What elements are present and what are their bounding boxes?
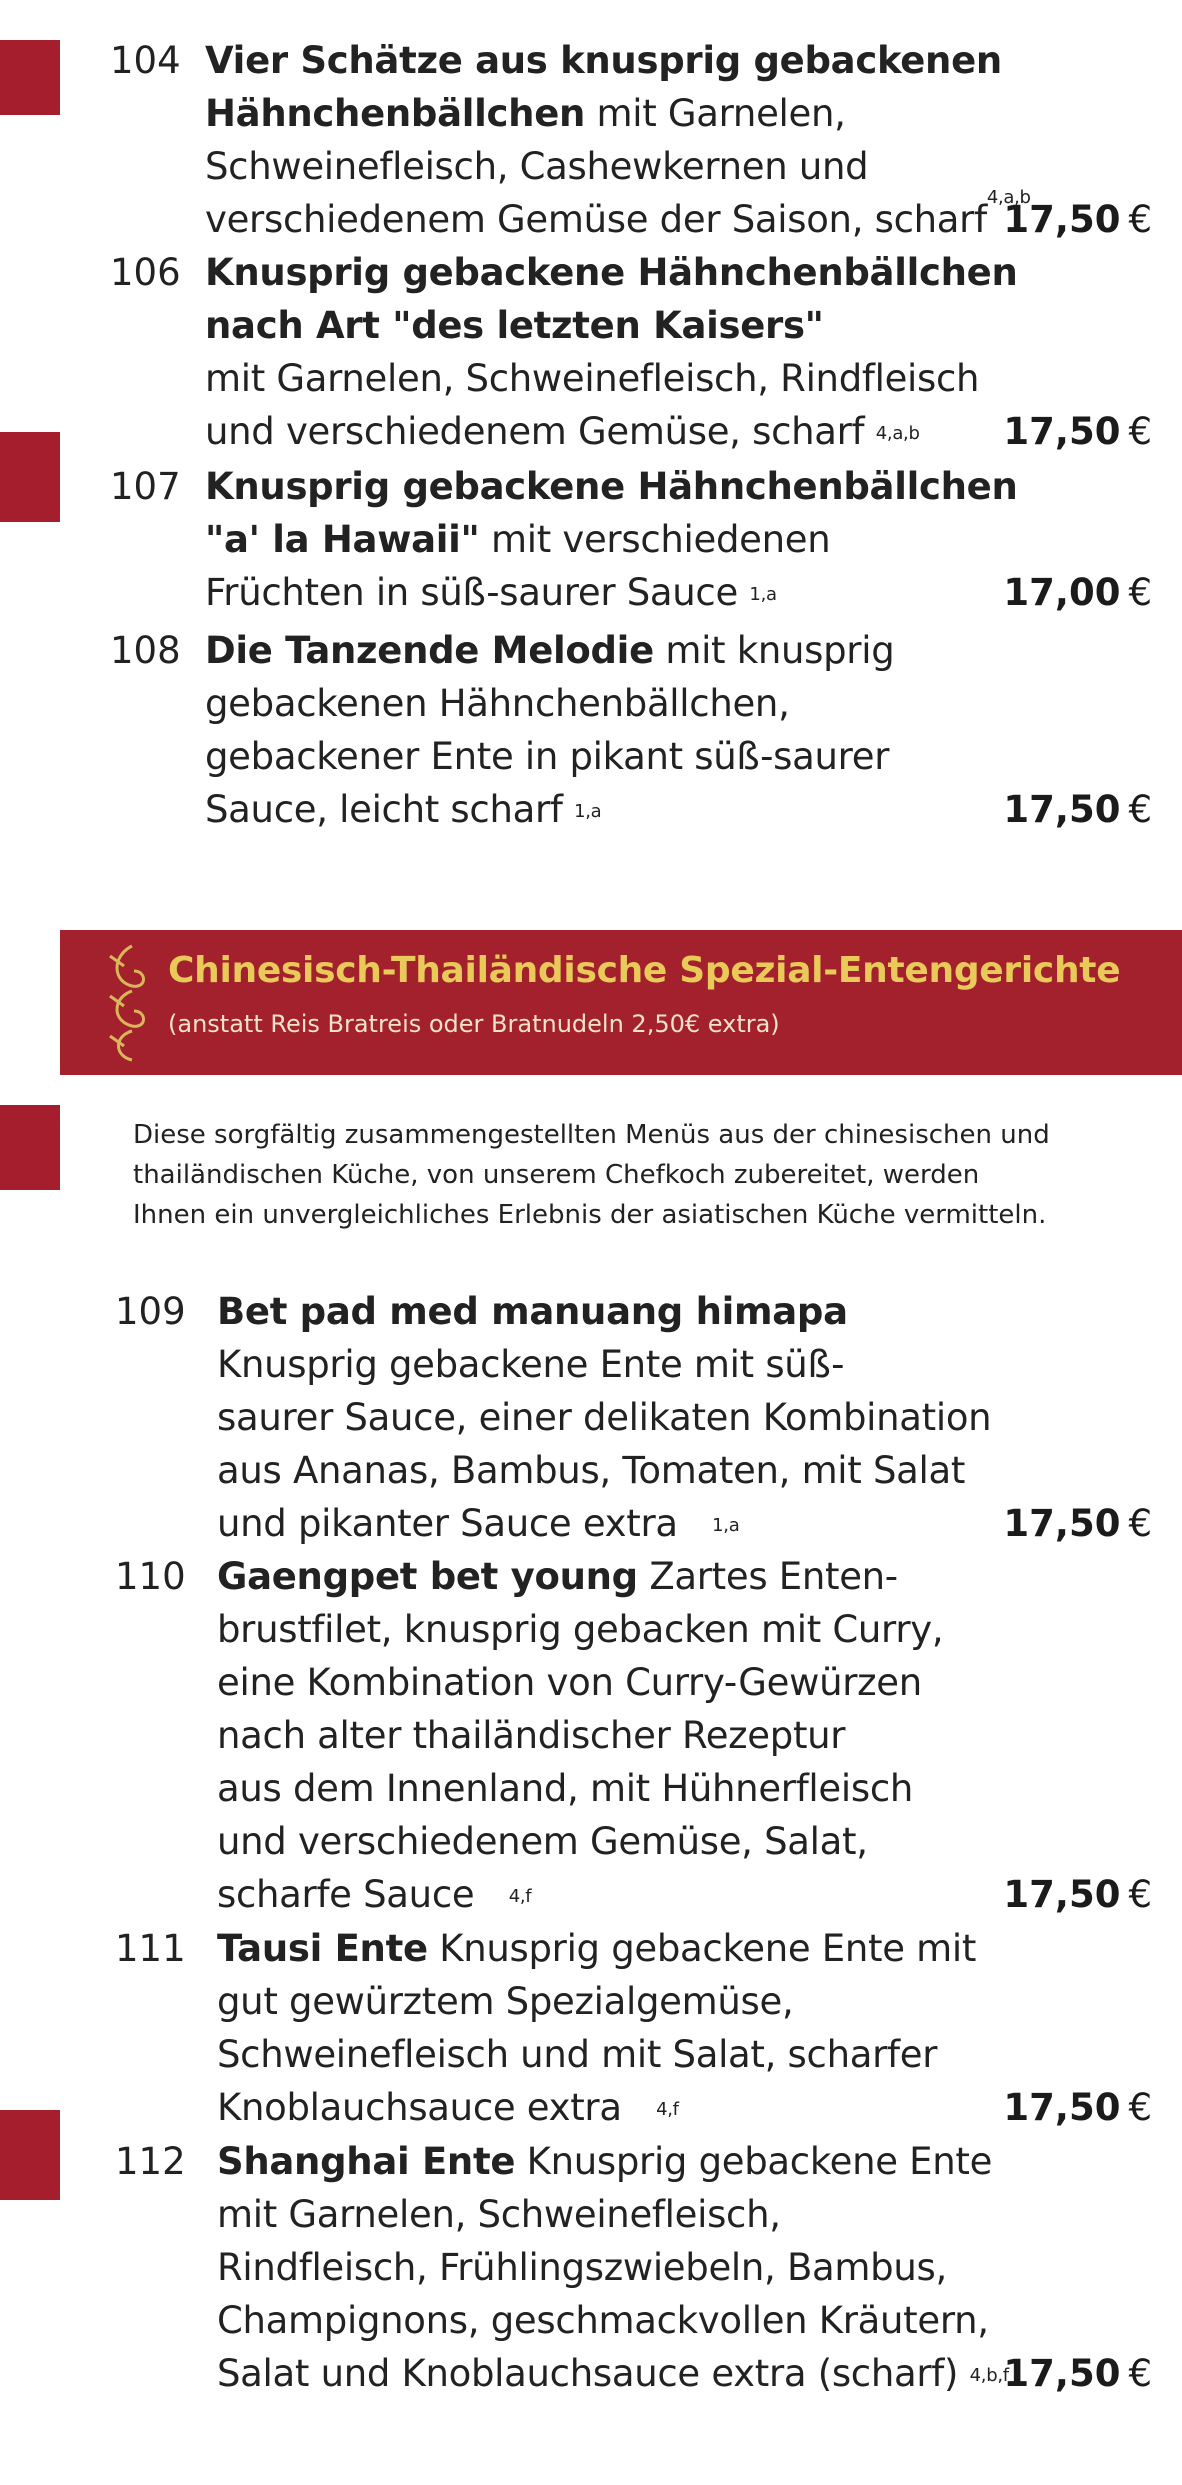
item-description: Bet pad med manuang himapa Knusprig gebackene Ente mit süß- saurer Sauce, einer delikaten Kombination aus Ananas, Bambus, Tomaten, mit Salat und pikanter Sauce extra $^{1,a}$	[217, 1290, 992, 1545]
item-description: Gaengpet bet young Zartes Enten- brustfilet, knusprig gebacken mit Curry, eine Kombination von Curry-Gewürzen nach alter thailändischer Rezeptur aus dem Innenland, mit Hühnerfleisch und verschiedenem Gemüse, Salat, scharfe Sauce $^{4,f}$	[217, 1555, 944, 1916]
allergen-codes: 1,a	[712, 1515, 740, 1536]
item-number: 108	[110, 629, 181, 672]
allergen-codes: 4,b,f	[969, 2365, 1009, 2386]
edge-tab-3	[0, 1105, 60, 1190]
item-description: Die Tanzende Melodie mit knusprig gebackenen Hähnchenbällchen, gebackener Ente in pikant süß-saurer Sauce, leicht scharf $^{1,a}$	[205, 629, 895, 831]
allergen-codes: 4,a,b	[986, 187, 1031, 208]
edge-tab-1	[0, 40, 60, 115]
item-price: 17,50 €	[1003, 1873, 1152, 1916]
item-price: 17,50 €	[1003, 788, 1152, 831]
intro-line: Ihnen ein unvergleichliches Erlebnis der asiatischen Küche vermitteln.	[133, 1200, 1047, 1230]
allergen-codes: 1,a	[749, 584, 777, 605]
intro-line: Diese sorgfältig zusammengestellten Menüs aus der chinesischen und	[133, 1120, 1050, 1150]
allergen-codes: 4,a,b	[875, 423, 920, 444]
item-number: 112	[115, 2140, 186, 2183]
section-title: Chinesisch-Thailändische Spezial-Entengerichte	[168, 950, 1121, 991]
allergen-codes: 4,f	[508, 1886, 532, 1907]
item-number: 109	[115, 1290, 186, 1333]
edge-tab-2	[0, 432, 60, 522]
item-number: 106	[110, 251, 181, 294]
item-price: 17,00 €	[1003, 571, 1152, 614]
section-subtitle: (anstatt Reis Bratreis oder Bratnudeln 2,50€ extra)	[168, 1010, 780, 1038]
intro-line: thailändischen Küche, von unserem Chefkoch zubereitet, werden	[133, 1160, 980, 1190]
item-price: 17,50 €	[1003, 198, 1152, 241]
item-description: Knusprig gebackene Hähnchenbällchen "a' la Hawaii" mit verschiedenen Früchten in süß-saurer Sauce $^{1,a}$	[205, 465, 1018, 614]
section-banner	[60, 930, 1182, 1075]
item-number: 107	[110, 465, 181, 508]
ornament-icon	[102, 936, 157, 1066]
item-number: 111	[115, 1927, 186, 1970]
allergen-codes: 1,a	[574, 801, 602, 822]
item-price: 17,50 €	[1003, 2086, 1152, 2129]
edge-tab-4	[0, 2110, 60, 2200]
item-price: 17,50 €	[1003, 2352, 1152, 2395]
item-price: 17,50 €	[1003, 1502, 1152, 1545]
item-description: Vier Schätze aus knusprig gebackenen Hähnchenbällchen mit Garnelen, Schweinefleisch, Cashewkernen und verschiedenem Gemüse der Saison, scharf$^{4,a,b}$	[205, 39, 1031, 241]
item-number: 104	[110, 39, 181, 82]
allergen-codes: 4,f	[656, 2099, 679, 2120]
item-description: Shanghai Ente Knusprig gebackene Ente mit Garnelen, Schweinefleisch, Rindfleisch, Frühlingszwiebeln, Bambus, Champignons, geschmackvollen Kräutern, Salat und Knoblauchsauce extra (scharf) $^{4,b,f}$	[217, 2140, 1009, 2395]
item-price: 17,50 €	[1003, 410, 1152, 453]
item-description: Tausi Ente Knusprig gebackene Ente mit gut gewürztem Spezialgemüse, Schweinefleisch und mit Salat, scharfer Knoblauchsauce extra $^{4,f}$	[217, 1927, 977, 2129]
item-description: Knusprig gebackene Hähnchenbällchen nach Art "des letzten Kaisers" mit Garnelen, Schweinefleisch, Rindfleisch und verschiedenem Gemüse, scharf $^{4,a,b}$	[205, 251, 1018, 453]
item-number: 110	[115, 1555, 186, 1598]
section-intro	[133, 1115, 1133, 1235]
